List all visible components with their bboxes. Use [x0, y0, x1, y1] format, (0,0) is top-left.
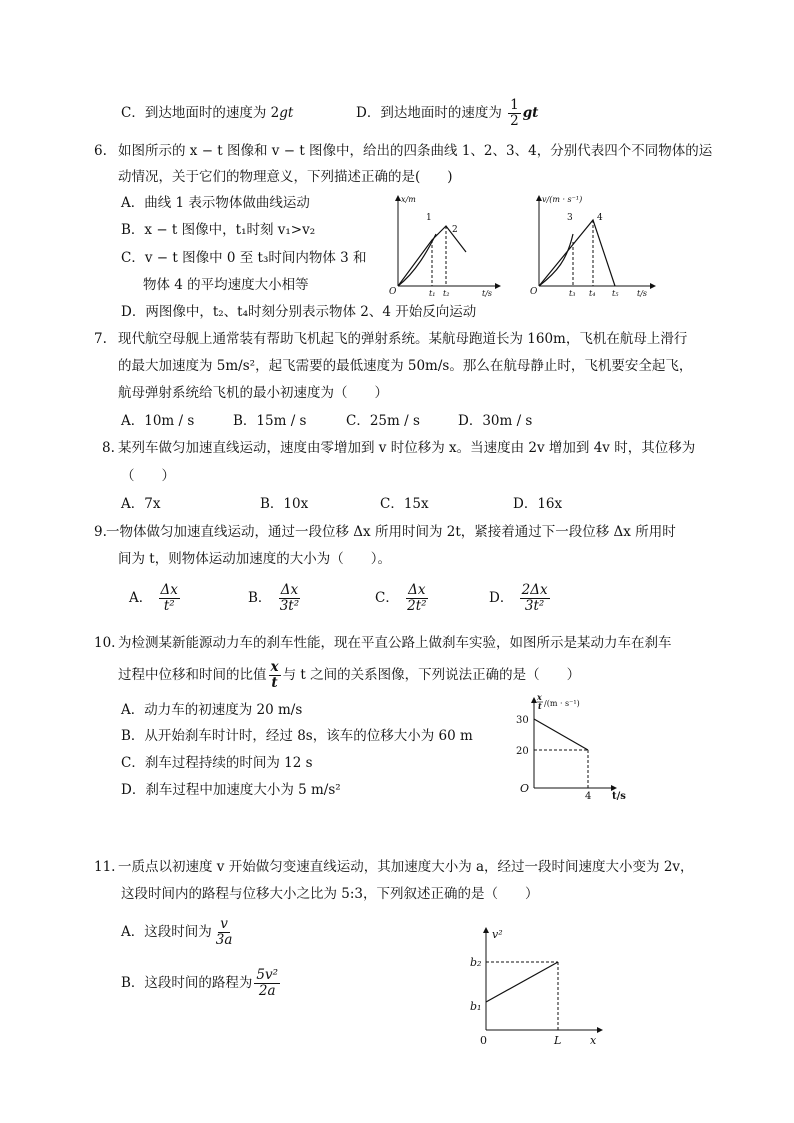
q7-option-d: D．30m / s — [458, 413, 533, 429]
q10-option-a: A．动力车的初速度为 20 m/s — [121, 702, 303, 718]
q9-option-a: A． $\frac{\Delta x}{\text{t²}}$ — [129, 582, 178, 614]
vt-curve-3 — [539, 234, 573, 286]
vt-t3: t₃ — [569, 289, 576, 298]
q10-stem-line2: 过程中位移和时间的比值 $\frac{x}{t}$ 与 t 之间的关系图像，下列说法正确的是（ ） — [118, 659, 581, 691]
vt-origin: O — [530, 287, 538, 297]
q6-option-c-line2: 物体 4 的平均速度大小相等 — [143, 277, 309, 293]
q9-option-c: C． $\frac{\Delta x}{\text{2t²}}$ — [375, 582, 427, 614]
q10-stem-fraction: $\frac{x}{t}$ — [270, 659, 279, 691]
xt-label-1: 1 — [426, 213, 432, 223]
q8-number: 8. — [102, 440, 115, 456]
q7-option-c: C．25m / s — [346, 413, 420, 429]
vt-label-3: 3 — [567, 213, 573, 223]
q10-yfrac-bot: t — [538, 701, 542, 711]
q10-data-line — [534, 719, 588, 750]
q8-option-a: A．7x — [121, 496, 161, 512]
q10-option-d: D．刹车过程中加速度大小为 5 m/s² — [121, 782, 341, 798]
xt-t1: t₁ — [429, 289, 436, 298]
q6-vt-graph — [527, 190, 667, 298]
q10-tick-30: 30 — [516, 715, 529, 726]
q7-number: 7. — [94, 331, 107, 347]
q9-option-c-fraction: $\frac{\Delta x}{\text{2t²}}$ — [407, 582, 427, 614]
q11-graph — [462, 922, 612, 1052]
q11-stem-line2: 这段时间内的路程与位移大小之比为 5:3，下列叙述正确的是（ ） — [121, 886, 539, 902]
xt-ylabel: x/m — [401, 195, 416, 204]
q7-option-a: A．10m / s — [121, 413, 195, 429]
q11-data-line — [486, 962, 558, 1002]
q11-b1: b₁ — [470, 1000, 482, 1013]
q10-option-c: C．刹车过程持续的时间为 12 s — [121, 755, 313, 771]
q6-option-c-line1: C．v − t 图像中 0 至 t₃时间内物体 3 和 — [121, 250, 367, 266]
q11-option-a-fraction: $\frac{v}{3a}$ — [215, 916, 233, 948]
xt-origin: O — [389, 287, 397, 297]
q10-number: 10. — [94, 635, 116, 651]
q7-stem-line1: 现代航空母舰上通常装有帮助飞机起飞的弹射系统。某航母跑道长为 160m，飞机在航母上滑行 — [118, 331, 688, 347]
q6-stem-line2: 动情况，关于它们的物理意义，下列描述正确的是( ) — [118, 169, 453, 185]
q5-option-d-text: D．到达地面时的速度为 — [356, 105, 502, 121]
q10-ylabel: /(m · s⁻¹) — [544, 699, 580, 708]
q5-option-c-var: gt — [279, 105, 294, 121]
q11-option-b-fraction: $\frac{\text{5v²}}{2a}$ — [256, 967, 279, 999]
q7-stem-line2: 的最大加速度为 5m/s²，起飞需要的最低速度为 50m/s。那么在航母静止时，飞机要安全起飞， — [118, 358, 693, 374]
q5-option-d — [356, 98, 538, 129]
xt-t2: t₂ — [443, 289, 450, 298]
vt-xlabel: t/s — [637, 289, 648, 298]
q10-option-b: B．从开始刹车时计时，经过 8s，该车的位移大小为 60 m — [121, 728, 473, 744]
q10-tick-20: 20 — [516, 746, 529, 757]
q8-stem-line2: （ ） — [121, 468, 175, 484]
q11-L: L — [554, 1034, 562, 1047]
q11-stem-line1: 一质点以初速度 v 开始做匀变速直线运动，其加速度大小为 a，经过一段时间速度大小变为 2v， — [118, 859, 694, 875]
q9-option-b: B． $\frac{\Delta x}{\text{3t²}}$ — [248, 582, 300, 614]
q10-stem-line1: 为检测某新能源动力车的刹车性能，现在平直公路上做刹车实验，如图所示是某动力车在刹车 — [118, 635, 672, 651]
q9-stem-line2: 间为 t，则物体运动加速度的大小为（ ）。 — [118, 551, 391, 567]
q6-number: 6. — [94, 143, 107, 159]
q10-yfrac-top: x — [537, 692, 542, 702]
q6-xt-graph — [388, 190, 508, 298]
xt-xlabel: t/s — [482, 289, 493, 298]
q9-option-d: D． $\frac{2\Delta x}{\text{3t²}}$ — [489, 582, 548, 614]
q11-option-a: A．这段时间为 $\frac{v}{3a}$ — [121, 916, 233, 948]
vt-t5: t₅ — [612, 289, 619, 298]
vt-ylabel: v/(m · s⁻¹) — [542, 195, 583, 204]
q7-stem-line3: 航母弹射系统给飞机的最小初速度为（ ） — [118, 385, 388, 401]
q5-option-d-var: gt — [522, 105, 539, 121]
q9-stem-line1: 一物体做匀加速直线运动，通过一段位移 Δx 所用时间为 2t，紧接着通过下一段位移 Δx 所用时 — [106, 524, 676, 540]
q7-option-b: B．15m / s — [233, 413, 307, 429]
q10-xlabel: t/s — [612, 791, 626, 802]
q10-graph — [508, 692, 638, 804]
vt-label-4: 4 — [597, 213, 603, 223]
q9-option-d-fraction: $\frac{2\Delta x}{\text{3t²}}$ — [521, 582, 548, 614]
q8-option-c: C．15x — [380, 496, 429, 512]
q8-stem-line1: 某列车做匀加速直线运动，速度由零增加到 v 时位移为 x。当速度由 2v 增加到 4v 时，其位移为 — [118, 440, 696, 456]
q8-option-b: B．10x — [260, 496, 309, 512]
q6-option-d: D．两图像中，t₂、t₄时刻分别表示物体 2、4 开始反向运动 — [121, 304, 477, 320]
q6-option-a: A．曲线 1 表示物体做曲线运动 — [121, 195, 310, 211]
q11-option-b: B．这段时间的路程为 $\frac{\text{5v²}}{2a}$ — [121, 967, 279, 999]
q6-stem-line1: 如图所示的 x − t 图像和 v − t 图像中，给出的四条曲线 1、2、3、4，分别代表四个不同物体的运 — [118, 143, 713, 159]
q11-b2: b₂ — [470, 956, 482, 969]
q11-number: 11. — [94, 859, 116, 875]
q9-number: 9. — [94, 524, 107, 540]
q10-tick-4: 4 — [585, 791, 592, 802]
q9-option-b-fraction: $\frac{\Delta x}{\text{3t²}}$ — [279, 582, 300, 614]
q5-option-d-fraction: $\frac{1}{2}$ — [510, 97, 519, 129]
q9-option-a-fraction: $\frac{\Delta x}{\text{t²}}$ — [160, 582, 178, 614]
vt-t4: t₄ — [589, 289, 596, 298]
q5-option-c-text: C．到达地面时的速度为 2 — [121, 105, 280, 121]
q11-ylabel: v² — [492, 928, 503, 941]
q10-origin: O — [520, 782, 530, 795]
xt-label-2: 2 — [452, 225, 458, 235]
q6-option-b: B．x − t 图像中，t₁时刻 v₁>v₂ — [121, 222, 316, 238]
q11-xlabel: x — [590, 1034, 597, 1047]
q11-origin: 0 — [480, 1034, 487, 1047]
q5-option-c — [121, 103, 293, 123]
q8-option-d: D．16x — [513, 496, 563, 512]
